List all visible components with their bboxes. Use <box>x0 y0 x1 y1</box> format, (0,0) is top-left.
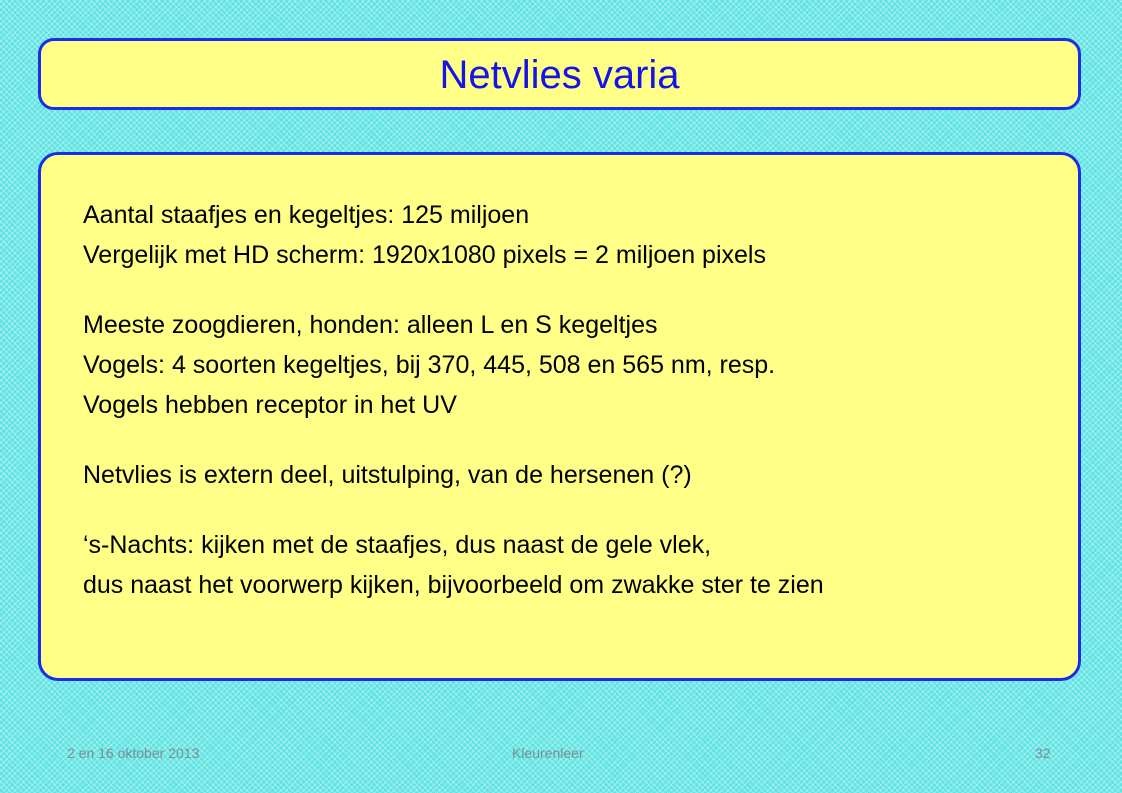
text-line: Vogels: 4 soorten kegeltjes, bij 370, 445, 508 en 565 nm, resp. <box>83 351 776 379</box>
text-line: Netvlies is extern deel, uitstulping, van de hersenen (?) <box>83 461 692 489</box>
footer-date: 2 en 16 oktober 2013 <box>67 745 200 761</box>
text-line: Vogels hebben receptor in het UV <box>83 391 457 419</box>
text-line: dus naast het voorwerp kijken, bijvoorbeeld om zwakke ster te zien <box>83 571 824 599</box>
footer-page-number: 32 <box>1035 745 1051 761</box>
paragraph-gap <box>83 275 1038 305</box>
text-line: Aantal staafjes en kegeltjes: 125 miljoen <box>83 201 530 229</box>
title-box <box>38 38 1081 110</box>
slide-title: Netvlies varia <box>439 53 680 97</box>
content-box <box>38 152 1081 681</box>
text-line: Vergelijk met HD scherm: 1920x1080 pixels = 2 miljoen pixels <box>83 241 766 269</box>
text-line: Meeste zoogdieren, honden: alleen L en S kegeltjes <box>83 311 658 339</box>
paragraph-gap <box>83 495 1038 525</box>
paragraph-gap <box>83 425 1038 455</box>
text-line: ‘s-Nachts: kijken met de staafjes, dus naast de gele vlek, <box>83 531 712 559</box>
footer-course-name: Kleurenleer <box>512 745 584 761</box>
